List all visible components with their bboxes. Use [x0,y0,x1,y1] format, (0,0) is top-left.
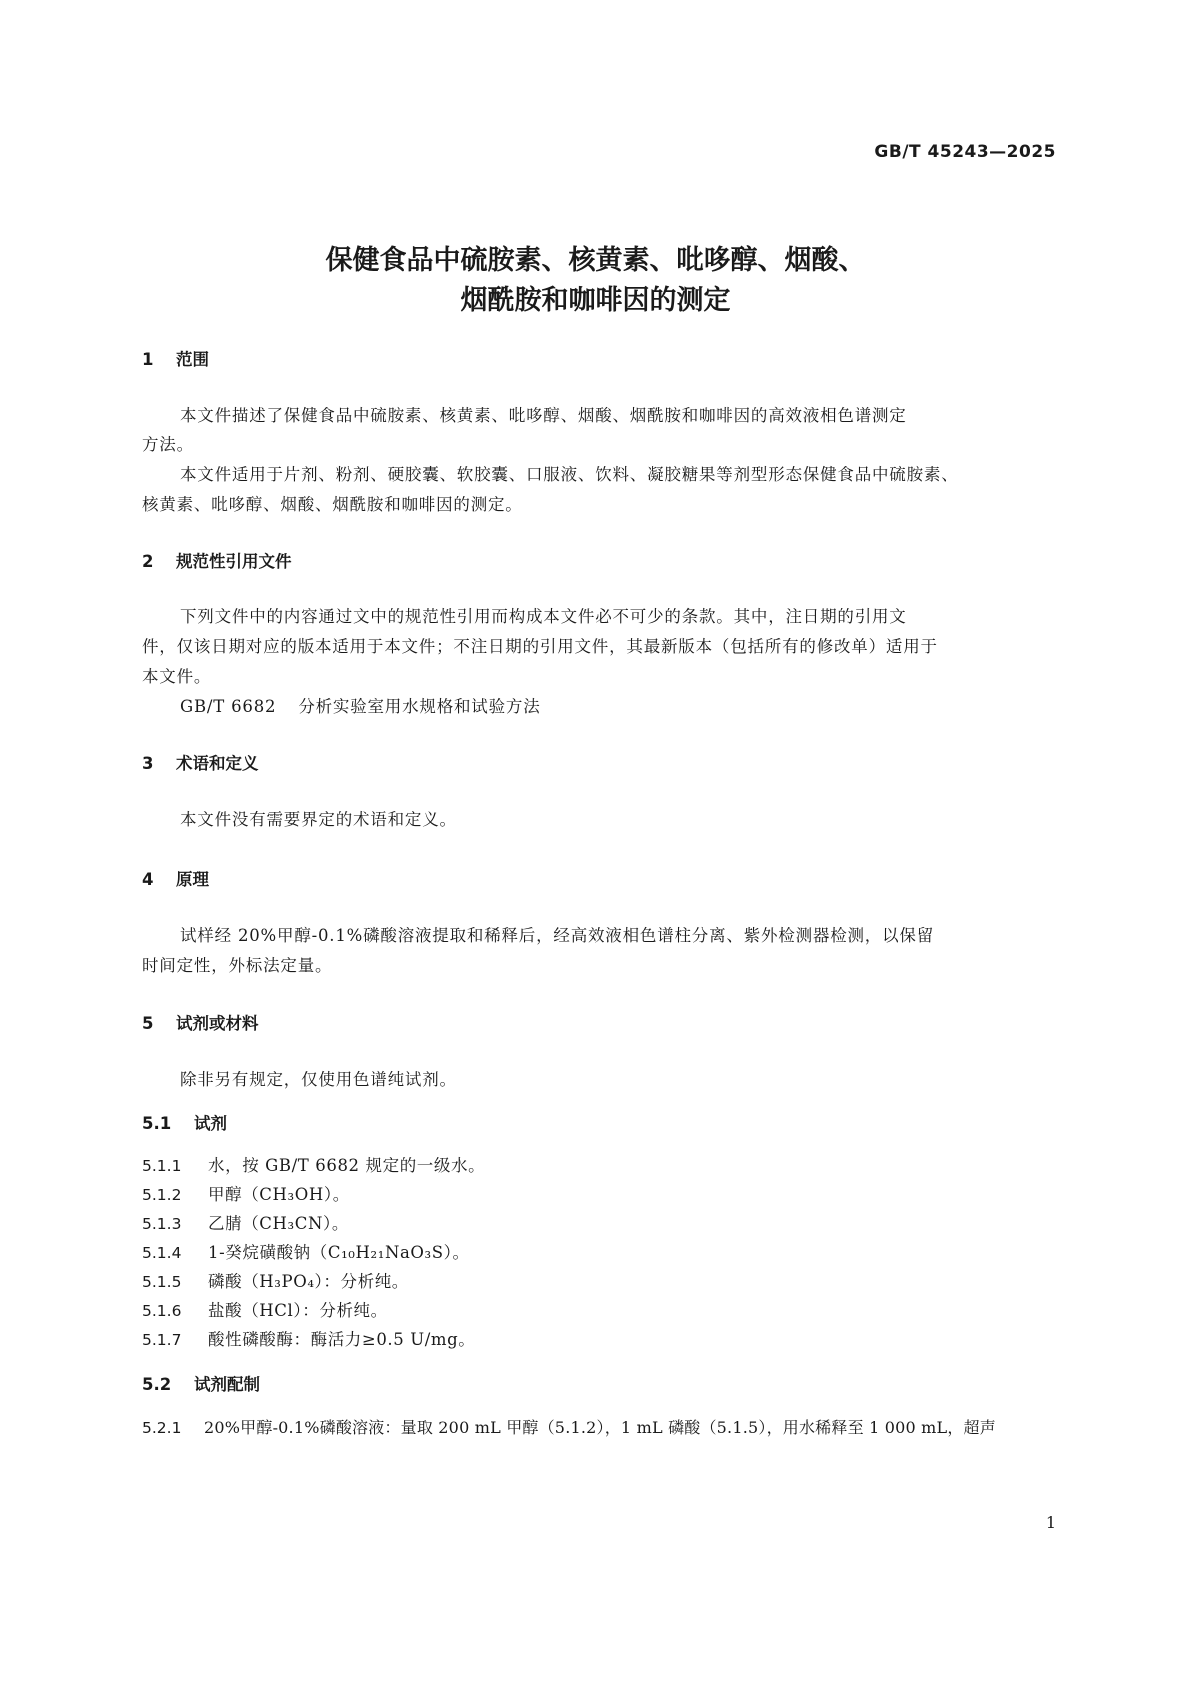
section-title: 术语和定义 [176,754,259,773]
standard-code: GB/T 45243—2025 [874,142,1056,162]
section-number: 2 [142,552,154,571]
section-title: 范围 [176,350,209,369]
item-number: 5.1.4 [142,1244,182,1262]
item-number: 5.1.6 [142,1302,182,1320]
list-item [142,1216,349,1233]
item-text: 酸性磷酸酶：酶活力≥0.5 U/mg。 [208,1330,476,1349]
item-text: 1-癸烷磺酸钠（C₁₀H₂₁NaO₃S）。 [208,1243,470,1262]
section-number: 1 [142,350,154,369]
item-text: 乙腈（CH₃CN）。 [208,1214,349,1233]
list-item [142,1303,388,1320]
page-number: 1 [1045,1513,1056,1532]
item-number: 5.1.1 [142,1157,182,1175]
section-number: 5 [142,1014,154,1033]
section-number: 3 [142,754,154,773]
list-item [142,1420,996,1437]
list-item [142,1187,350,1204]
section-5-heading [142,1016,259,1033]
paragraph-line: 本文件。 [142,667,212,686]
paragraph-line: 件，仅该日期对应的版本适用于本文件；不注日期的引用文件，其最新版本（包括所有的修改单）适用于 [142,637,938,656]
item-number: 5.2.1 [142,1419,182,1437]
item-number: 5.1.2 [142,1186,182,1204]
subsection-5-1-heading [142,1116,227,1133]
section-title: 原理 [176,870,209,889]
section-3-heading [142,756,259,773]
paragraph-line: 下列文件中的内容通过文中的规范性引用而构成本文件必不可少的条款。其中，注日期的引用文 [180,607,907,626]
document-title-line2: 烟酰胺和咖啡因的测定 [460,285,731,316]
paragraph-line: 本文件描述了保健食品中硫胺素、核黄素、吡哆醇、烟酸、烟酰胺和咖啡因的高效液相色谱测定 [180,406,907,425]
list-item [142,1274,409,1291]
paragraph-line: 本文件适用于片剂、粉剂、硬胶囊、软胶囊、口服液、饮料、凝胶糖果等剂型形态保健食品中硫胺素、 [180,465,959,484]
paragraph-line: 本文件没有需要界定的术语和定义。 [180,810,457,829]
section-title: 规范性引用文件 [176,552,292,571]
paragraph-line: 时间定性，外标法定量。 [142,956,333,975]
normative-reference [180,699,541,716]
section-4-heading [142,872,209,889]
paragraph-line: 核黄素、吡哆醇、烟酸、烟酰胺和咖啡因的测定。 [142,495,523,514]
section-number: 5.1 [142,1114,172,1133]
item-text: 盐酸（HCl）：分析纯。 [208,1301,388,1320]
reference-code: GB/T 6682 [180,697,277,716]
subsection-5-2-heading [142,1377,260,1394]
paragraph-line: 方法。 [142,435,194,454]
section-title: 试剂 [194,1114,227,1133]
list-item [142,1332,475,1349]
section-number: 5.2 [142,1375,172,1394]
document-title-line1: 保健食品中硫胺素、核黄素、吡哆醇、烟酸、 [325,245,866,276]
item-number: 5.1.5 [142,1273,182,1291]
item-text: 甲醇（CH₃OH）。 [208,1185,350,1204]
item-text: 磷酸（H₃PO₄）：分析纯。 [208,1272,409,1291]
item-text: 20%甲醇-0.1%磷酸溶液：量取 200 mL 甲醇（5.1.2），1 mL 磷酸（5.1.5），用水稀释至 1 000 mL，超声 [204,1418,996,1437]
item-number: 5.1.7 [142,1331,182,1349]
section-2-heading [142,554,292,571]
list-item [142,1245,470,1262]
item-text: 水，按 GB/T 6682 规定的一级水。 [208,1156,486,1175]
list-item [142,1158,485,1175]
section-number: 4 [142,870,154,889]
reference-title: 分析实验室用水规格和试验方法 [298,697,541,716]
item-number: 5.1.3 [142,1215,182,1233]
section-1-heading [142,352,209,369]
paragraph-line: 除非另有规定，仅使用色谱纯试剂。 [180,1070,457,1089]
section-title: 试剂或材料 [176,1014,259,1033]
section-title: 试剂配制 [194,1375,260,1394]
paragraph-line: 试样经 20%甲醇-0.1%磷酸溶液提取和稀释后，经高效液相色谱柱分离、紫外检测器检测，以保留 [180,926,935,945]
